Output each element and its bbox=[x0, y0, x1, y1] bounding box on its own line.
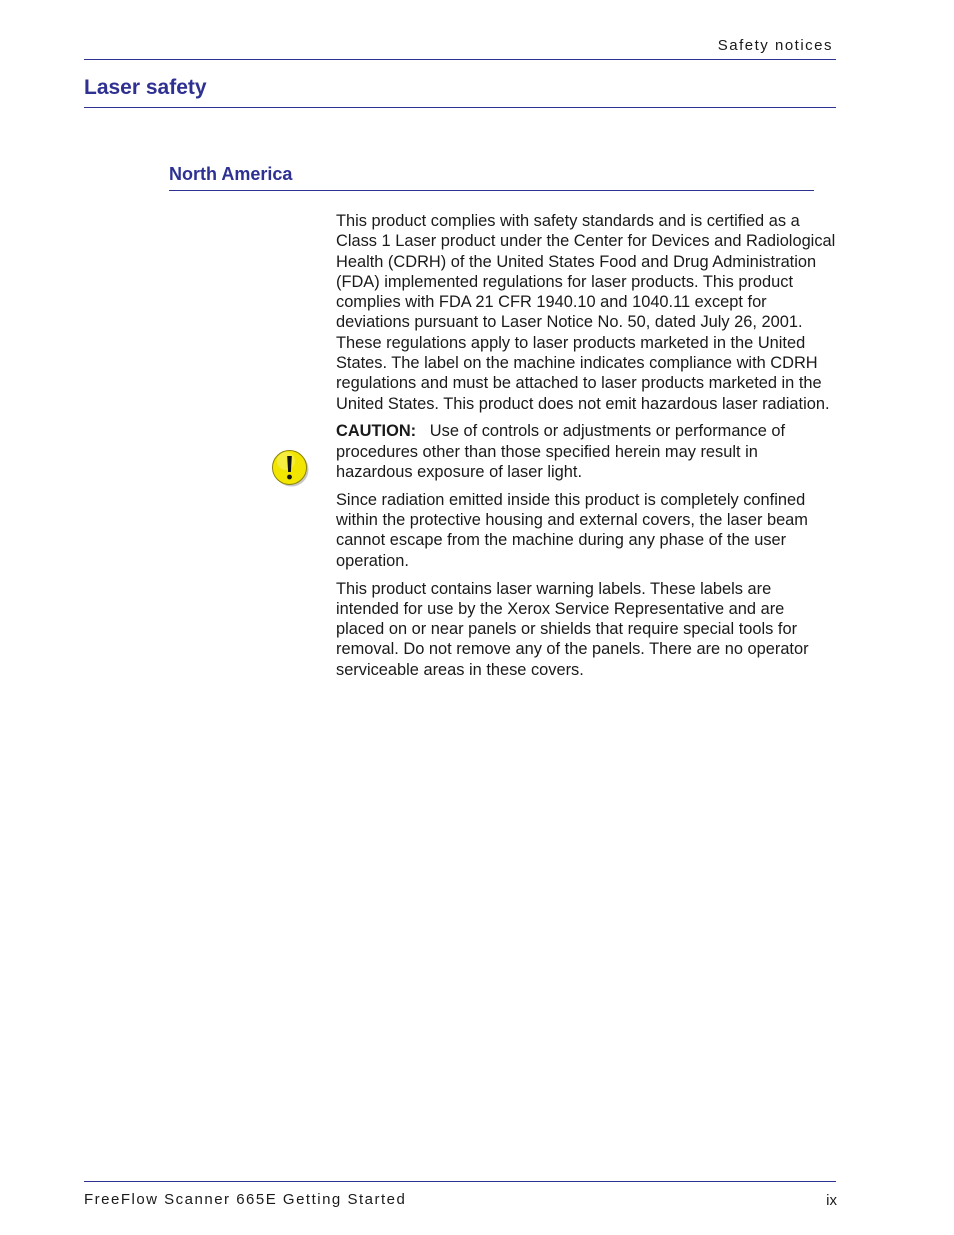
caution-text: Use of controls or adjustments or performance of procedures other than those specified herein may result in hazardous exposure of laser light. bbox=[336, 422, 786, 482]
caution-exclamation-icon bbox=[270, 448, 310, 488]
subsection-title: North America bbox=[169, 164, 293, 184]
footer-rule bbox=[84, 1181, 836, 1182]
section-title: Laser safety bbox=[84, 76, 207, 99]
paragraph-warning-labels: This product contains laser warning labels. These labels are intended for use by the Xerox Service Representative and are placed on or near panels or shields that require special tools for removal. Do not remove any of the panels. There are no operator serviceable areas in these covers. bbox=[336, 579, 809, 679]
header-rule bbox=[84, 59, 836, 60]
subsection-title-rule bbox=[169, 190, 814, 191]
paragraph-certification: This product complies with safety standards and is certified as a Class 1 Laser product under the Center for Devices and Radiological Health (CDRH) of the United States Food and Drug Administration (FDA) implemented regulations for laser products. This product complies with FDA 21 CFR 1940.10 and 1040.11 except for deviations pursuant to Laser Notice No. 50, dated July 26, 2001. These regulations apply to laser products marketed in the United States. The label on the machine indicates compliance with CDRH regulations and must be attached to laser products marketed in the United States. This product does not emit hazardous laser radiation. bbox=[336, 212, 836, 413]
section-title-rule bbox=[84, 107, 836, 108]
caution-label: CAUTION: bbox=[336, 422, 417, 441]
caution-note bbox=[336, 421, 836, 482]
footer-page-number: ix bbox=[826, 1192, 837, 1209]
paragraph-radiation: Since radiation emitted inside this product is completely confined within the protective housing and external covers, the laser beam cannot escape from the machine during any phase of the user operation. bbox=[336, 490, 808, 570]
footer-document-title: FreeFlow Scanner 665E Getting Started bbox=[84, 1191, 407, 1208]
body-column bbox=[336, 211, 836, 688]
running-header-title: Safety notices bbox=[717, 37, 833, 54]
